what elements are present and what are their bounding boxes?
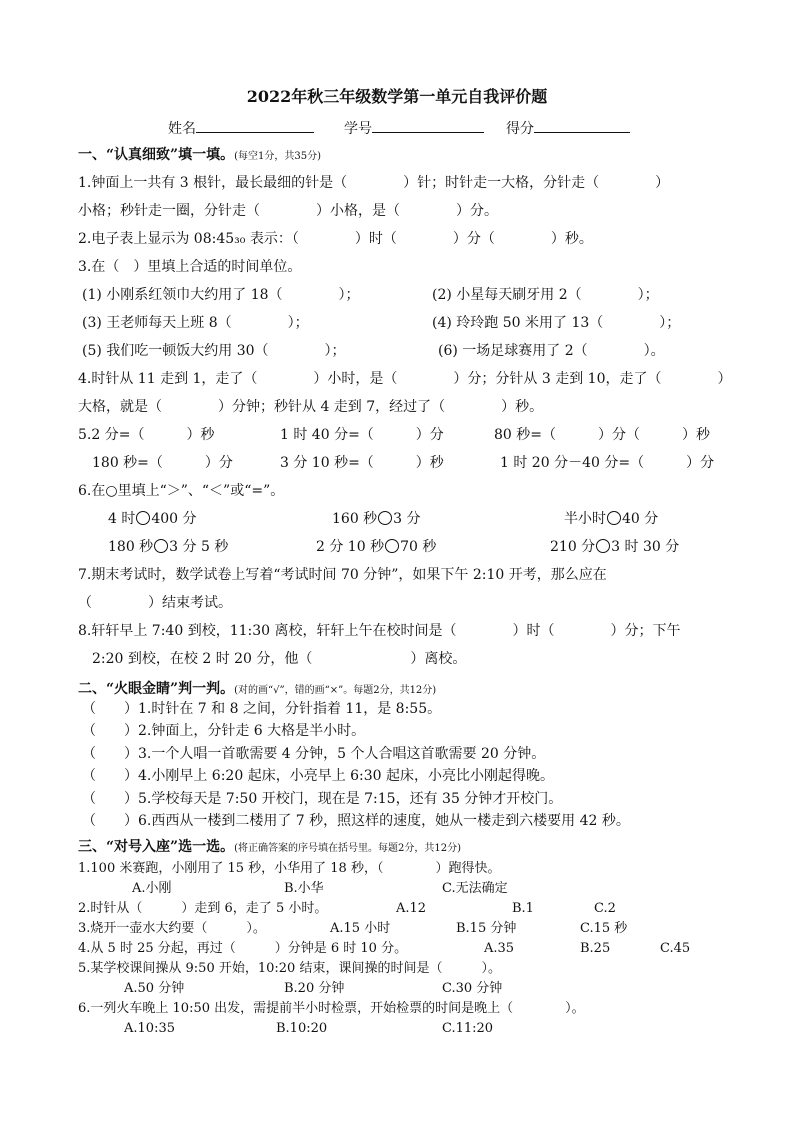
question-1-line-2: 小格；秒针走一圈，分针走（ ）小格，是（ ）分。: [78, 203, 498, 219]
question-5-item-5: 3 分 10 秒=（ ）秒: [280, 455, 444, 471]
compare-1-left: 4 时: [108, 511, 136, 527]
page-title: 2022年秋三年级数学第一单元自我评价题: [246, 87, 548, 106]
number-field: [344, 118, 484, 138]
question-6: 6.在○里填上“＞”、“＜”或“=”。: [78, 483, 285, 499]
option-1c: C.无法确定: [442, 881, 508, 896]
question-8-line-1: 8.轩轩早上 7:40 到校，11:30 离校，轩轩上午在校时间是（ ）时（ ）分；下午: [78, 623, 681, 639]
option-3a: A.15 小时: [330, 921, 391, 936]
question-2: 2.电子表上显示为 08:45₃₀ 表示：（ ）时（ ）分（ ）秒。: [78, 231, 593, 247]
question-3-item-6: (6) 一场足球赛用了 2（ ）。: [438, 343, 665, 359]
answer-circle: [136, 511, 150, 525]
compare-2-right: 3 分: [393, 511, 421, 527]
compare-3-right: 40 分: [622, 511, 659, 527]
section-1-heading: [78, 146, 321, 166]
compare-4: [108, 538, 228, 556]
compare-5: [316, 538, 436, 556]
compare-3: [564, 510, 658, 528]
section-1-note: (每空1分，共35分): [234, 151, 321, 162]
question-4-line-1: 4.时针从 11 走到 1，走了（ ）小时，是（ ）分；分针从 3 走到 10，走了（ ）: [78, 371, 732, 387]
compare-2: [332, 510, 421, 528]
compare-6-right: 3 时 30 分: [611, 539, 680, 555]
judge-item-6: （ ）6.西西从一楼到二楼用了 7 秒，照这样的速度，她从一楼走到六楼要用 42 秒。: [82, 813, 630, 829]
option-1a: A.小刚: [132, 881, 172, 896]
choice-question-5: 5.某学校课间操从 9:50 开始，10:20 结束，课间操的时间是（ ）。: [78, 961, 501, 976]
compare-3-left: 半小时: [564, 511, 606, 527]
question-3-item-2: (2) 小星每天刷牙用 2（ ）；: [432, 287, 659, 303]
compare-6: [550, 538, 679, 556]
compare-4-left: 180 秒: [108, 539, 154, 555]
compare-6-left: 210 分: [550, 539, 596, 555]
question-5-item-6: 1 时 20 分－40 分=（ ）分: [500, 455, 715, 471]
option-4b: B.25: [580, 941, 611, 956]
score-underline: [534, 118, 630, 133]
question-5-item-2: 1 时 40 分=（ ）分: [280, 427, 444, 443]
name-label: 姓名: [168, 121, 196, 137]
question-8-line-2: 2:20 到校，在校 2 时 20 分，他（ ）离校。: [92, 651, 467, 667]
option-4a: A.35: [484, 941, 515, 956]
option-3c: C.15 秒: [580, 921, 628, 936]
choice-question-1: 1.100 米赛跑，小刚用了 15 秒，小华用了 18 秒，（ ）跑得快。: [78, 861, 501, 876]
question-7-line-2: （ ）结束考试。: [78, 595, 232, 611]
question-3: 3.在（ ）里填上合适的时间单位。: [78, 259, 302, 275]
section-1-title: 一、“认真细致”填一填。: [78, 147, 235, 163]
question-4-line-2: 大格，就是（ ）分钟；秒针从 4 走到 7，经过了（ ）秒。: [78, 399, 544, 415]
option-2b: B.1: [512, 901, 534, 916]
judge-item-3: （ ）3.一个人唱一首歌需要 4 分钟，5 个人合唱这首歌需要 20 分钟。: [82, 746, 546, 762]
compare-5-right: 70 秒: [400, 539, 437, 555]
question-3-item-4: (4) 玲玲跑 50 米用了 13（ ）；: [432, 315, 681, 331]
answer-circle: [378, 511, 392, 525]
name-underline: [196, 118, 314, 133]
question-3-item-1: (1) 小刚系红领巾大约用了 18（ ）；: [82, 287, 360, 303]
option-6c: C.11:20: [442, 1021, 494, 1036]
compare-4-right: 3 分 5 秒: [169, 539, 229, 555]
compare-5-left: 2 分 10 秒: [316, 539, 385, 555]
question-5-item-1: 5.2 分=（ ）秒: [78, 427, 215, 443]
answer-circle: [607, 511, 621, 525]
option-5a: A.50 分钟: [124, 981, 185, 996]
question-5-item-4: 180 秒=（ ）分: [92, 455, 233, 471]
question-1-line-1: 1.钟面上一共有 3 根针，最长最细的针是（ ）针；时针走一大格，分针走（ ）: [78, 175, 670, 191]
choice-question-6: 6.一列火车晚上 10:50 出发，需提前半小时检票，开始检票的时间是晚上（ ）。: [78, 1001, 585, 1016]
option-6a: A.10:35: [124, 1021, 175, 1036]
option-2a: A.12: [396, 901, 427, 916]
compare-1-right: 400 分: [151, 511, 197, 527]
compare-1: [108, 510, 197, 528]
answer-circle: [596, 539, 610, 553]
question-7-line-1: 7.期末考试时，数学试卷上写着“考试时间 70 分钟”，如果下午 2:10 开考，那么应在: [78, 567, 607, 583]
number-underline: [372, 118, 484, 133]
question-3-item-3: (3) 王老师每天上班 8（ ）；: [82, 315, 309, 331]
option-4c: C.45: [660, 941, 691, 956]
answer-circle: [154, 539, 168, 553]
section-2-title: 二、“火眼金睛”判一判。: [78, 681, 235, 697]
score-label: 得分: [506, 121, 534, 137]
name-field: [168, 118, 314, 138]
section-3-note: (将正确答案的序号填在括号里。每题2分，共12分): [234, 843, 461, 854]
option-3b: B.15 分钟: [456, 921, 517, 936]
section-2-note: (对的画“√”，错的画“×”。每题2分，共12分): [234, 685, 437, 696]
judge-item-2: （ ）2.钟面上，分针走 6 大格是半小时。: [82, 723, 366, 739]
number-label: 学号: [344, 121, 372, 137]
score-field: [506, 118, 630, 138]
compare-2-left: 160 秒: [332, 511, 378, 527]
option-2c: C.2: [594, 901, 616, 916]
answer-circle: [385, 539, 399, 553]
option-1b: B.小华: [284, 881, 324, 896]
choice-question-3: 3.烧开一壶水大约要（ ）。: [78, 921, 266, 936]
judge-item-4: （ ）4.小刚早上 6:20 起床，小亮早上 6:30 起床，小亮比小刚起得晚。: [82, 768, 555, 784]
section-3-heading: [78, 838, 461, 858]
judge-item-1: （ ）1.时针在 7 和 8 之间，分针指着 11，是 8:55。: [82, 701, 442, 717]
judge-item-5: （ ）5.学校每天是 7:50 开校门，现在是 7:15，还有 35 分钟才开校门。: [82, 791, 563, 807]
question-3-item-5: (5) 我们吃一顿饭大约用 30（ ）；: [82, 343, 346, 359]
section-2-heading: [78, 680, 436, 700]
option-5b: B.20 分钟: [284, 981, 345, 996]
choice-question-4: 4.从 5 时 25 分起，再过（ ）分钟是 6 时 10 分。: [78, 941, 408, 956]
choice-question-2: 2.时针从（ ）走到 6，走了 5 小时。: [78, 901, 328, 916]
option-5c: C.30 分钟: [442, 981, 503, 996]
question-5-item-3: 80 秒=（ ）分（ ）秒: [494, 427, 710, 443]
option-6b: B.10:20: [276, 1021, 328, 1036]
section-3-title: 三、“对号入座”选一选。: [78, 839, 235, 855]
